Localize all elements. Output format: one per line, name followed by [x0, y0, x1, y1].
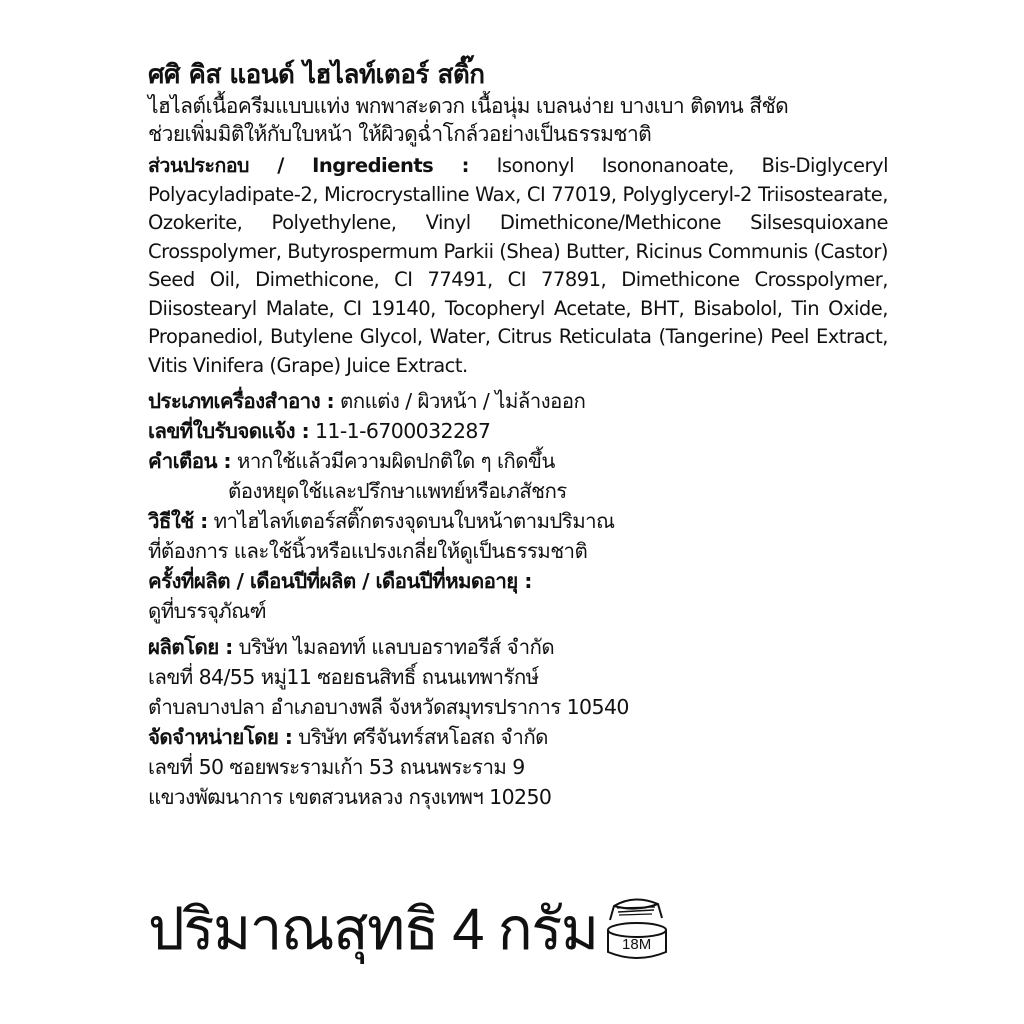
registration-number	[148, 416, 888, 446]
manufacturer-line-2: เลขที่ 84/55 หมู่11 ซอยธนสิทธิ์ ถนนเทพารักษ์	[148, 665, 539, 689]
cosmetic-type-label: ประเภทเครื่องสำอาง :	[148, 389, 335, 413]
warning-line-1: หากใช้แล้วมีความผิดปกติใด ๆ เกิดขึ้น	[231, 449, 555, 473]
warning-label: คำเตือน :	[148, 449, 232, 473]
usage-line-2: ที่ต้องการ และใช้นิ้วหรือแปรงเกลี่ยให้ดูเป็นธรรมชาติ	[148, 539, 588, 563]
distributor-line-3: แขวงพัฒนาการ เขตสวนหลวง กรุงเทพฯ 10250	[148, 785, 552, 809]
cosmetic-type	[148, 386, 888, 416]
net-weight-row	[148, 882, 670, 978]
ingredients-block	[148, 152, 888, 380]
ingredients-label: ส่วนประกอบ / Ingredients :	[148, 154, 469, 177]
ingredients-text: Isononyl Isononanoate, Bis-Diglyceryl Polyacyladipate-2, Microcrystalline Wax, CI 77019, Polyglyceryl-2 Triisostearate, Ozokerite, Polyethylene, Vinyl Dimethicone/Methicone Silsesquioxane Crosspolymer, Butyrospermum Parkii (Shea) Butter, Ricinus Communis (Castor) Seed Oil, Dimethicone, CI 77491, CI 77891, Dimethicone Crosspolymer, Diisostearyl Malate, CI 19140, Tocopheryl Acetate, BHT, Bisabolol, Tin Oxide, Propanediol, Butylene Glycol, Water, Citrus Reticulata (Tangerine) Peel Extract, Vitis Vinifera (Grape) Juice Extract.	[148, 154, 888, 377]
open-jar-icon	[604, 890, 670, 964]
product-label	[148, 58, 888, 812]
usage-line-1: ทาไฮไลท์เตอร์สติ๊กตรงจุดบนใบหน้าตามปริมาณ	[207, 509, 615, 533]
warning	[148, 446, 888, 476]
dates-label: ครั้งที่ผลิต / เดือนปีที่ผลิต / เดือนปีที่หมดอายุ :	[148, 569, 532, 593]
usage	[148, 506, 888, 536]
cosmetic-type-value: ตกแต่ง / ผิวหน้า / ไม่ล้างออก	[334, 389, 586, 413]
usage-label: วิธีใช้ :	[148, 509, 208, 533]
distributor	[148, 722, 888, 752]
pao-label: 18M	[622, 936, 652, 953]
registration-label: เลขที่ใบรับจดแจ้ง :	[148, 419, 310, 443]
description-line-2: ช่วยเพิ่มมิติให้กับใบหน้า ให้ผิวดูฉ่ำโกล์วอย่างเป็นธรรมชาติ	[148, 122, 652, 146]
net-weight: ปริมาณสุทธิ 4 กรัม	[148, 897, 598, 962]
manufacturer-line-1: บริษัท ไมลอทท์ แลบบอราทอรีส์ จำกัด	[232, 635, 555, 659]
manufacturer-line-3: ตำบลบางปลา อำเภอบางพลี จังหวัดสมุทรปราการ 10540	[148, 695, 629, 719]
distributor-line-2: เลขที่ 50 ซอยพระรามเก้า 53 ถนนพระราม 9	[148, 755, 525, 779]
manufacturer-label: ผลิตโดย :	[148, 635, 233, 659]
manufacturer	[148, 632, 888, 662]
registration-value: 11-1-6700032287	[309, 419, 491, 443]
distributor-label: จัดจำหน่ายโดย :	[148, 725, 293, 749]
dates-value: ดูที่บรรจุภัณฑ์	[148, 599, 267, 623]
product-title: ศศิ คิส แอนด์ ไฮไลท์เตอร์ สติ๊ก	[148, 60, 485, 90]
distributor-line-1: บริษัท ศรีจันทร์สหโอสถ จำกัด	[292, 725, 548, 749]
warning-line-2: ต้องหยุดใช้และปรึกษาแพทย์หรือเภสัชกร	[228, 479, 567, 503]
description-line-1: ไฮไลต์เนื้อครีมแบบแท่ง พกพาสะดวก เนื้อนุ่ม เบลนง่าย บางเบา ติดทน สีชัด	[148, 94, 789, 118]
